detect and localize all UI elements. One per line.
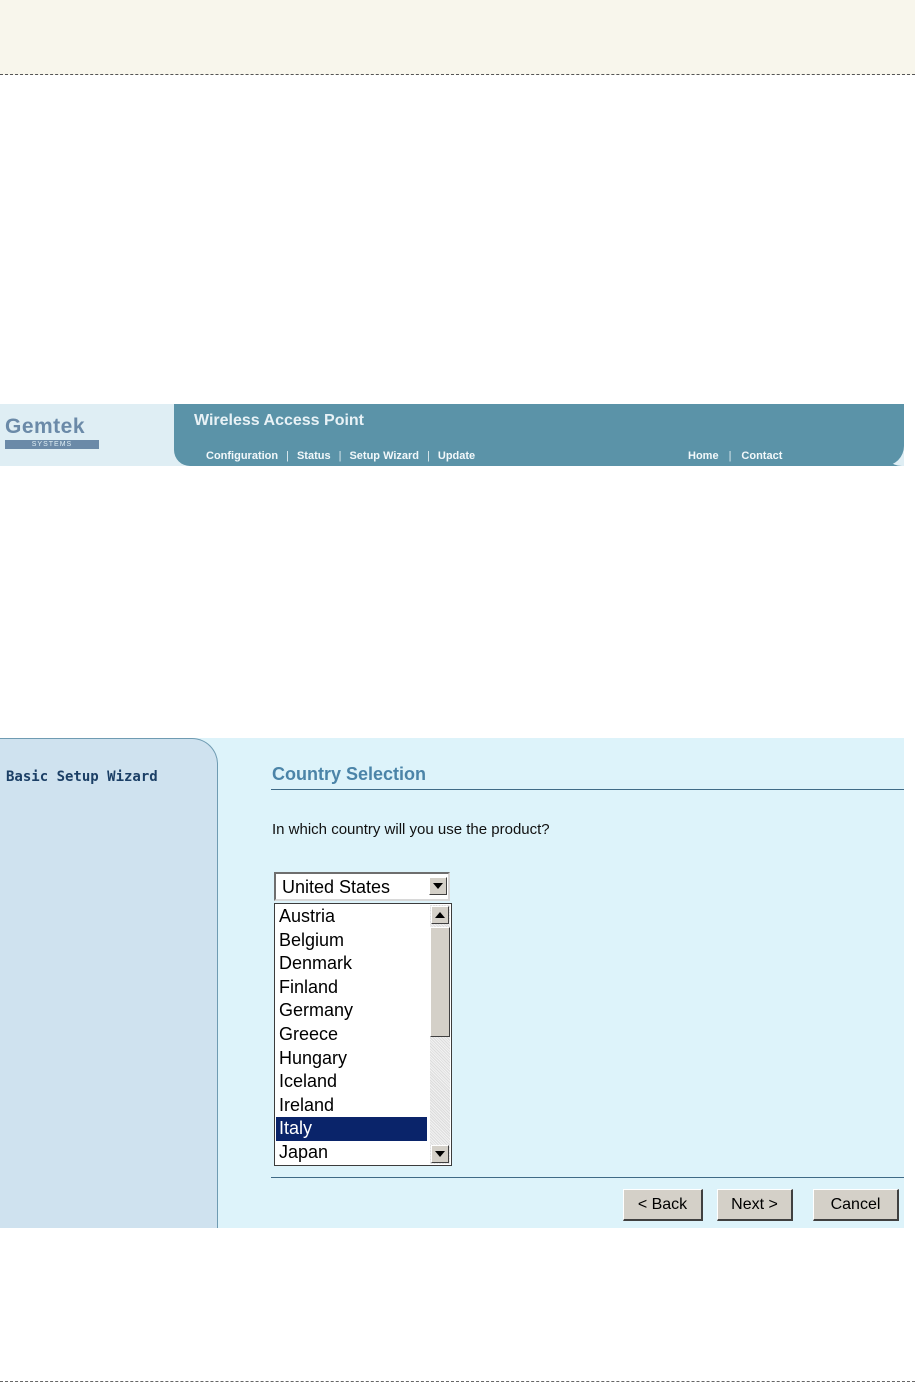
nav-configuration[interactable]: Configuration	[206, 450, 279, 462]
wizard-panel	[0, 738, 904, 1228]
list-item-italy[interactable]: Italy	[276, 1117, 427, 1141]
logo-subtext: SYSTEMS	[5, 440, 99, 449]
nav-update[interactable]: Update	[437, 450, 476, 462]
nav-separator: |	[427, 450, 430, 462]
top-page-band	[0, 0, 915, 75]
scroll-up-icon[interactable]	[431, 906, 449, 924]
list-item-iceland[interactable]: Iceland	[279, 1071, 338, 1092]
secondary-nav	[688, 450, 782, 462]
list-item-ireland[interactable]: Ireland	[279, 1094, 335, 1115]
list-item-belgium[interactable]: Belgium	[279, 929, 345, 950]
company-logo[interactable]	[5, 416, 105, 456]
banner-corner	[882, 404, 904, 466]
header-banner	[0, 404, 904, 466]
back-button[interactable]: < Back	[623, 1189, 703, 1221]
bottom-page-rule	[0, 1381, 915, 1382]
main-nav	[206, 450, 475, 462]
list-item-austria[interactable]: Austria	[279, 906, 336, 926]
footer-divider	[271, 1177, 904, 1178]
logo-text: Gemtek	[5, 415, 86, 438]
country-select[interactable]	[274, 872, 450, 901]
nav-separator: |	[286, 450, 289, 462]
nav-status[interactable]: Status	[296, 450, 331, 462]
list-item-hungary[interactable]: Hungary	[279, 1047, 348, 1068]
nav-contact[interactable]: Contact	[741, 450, 783, 462]
list-item-greece[interactable]: Greece	[279, 1024, 339, 1044]
cancel-button[interactable]: Cancel	[813, 1189, 899, 1221]
country-question: In which country will you use the product?	[272, 821, 550, 838]
app-title: Wireless Access Point	[194, 412, 365, 429]
list-item-germany[interactable]: Germany	[279, 1000, 354, 1021]
scroll-thumb[interactable]	[430, 927, 450, 1037]
list-scrollbar[interactable]	[430, 905, 450, 1164]
header-tab	[174, 404, 904, 466]
nav-separator: |	[338, 450, 342, 462]
title-divider	[271, 789, 904, 790]
nav-home[interactable]: Home	[688, 450, 719, 462]
list-item-japan[interactable]: Japan	[279, 1142, 329, 1162]
sidebar	[0, 738, 218, 1228]
nav-setup-wizard[interactable]: Setup Wizard	[349, 450, 420, 462]
country-select-value: United States	[282, 877, 391, 897]
nav-separator: |	[728, 450, 732, 462]
scroll-down-icon[interactable]	[431, 1145, 449, 1163]
country-list[interactable]	[274, 903, 452, 1166]
dropdown-arrow-icon[interactable]	[429, 877, 447, 895]
page-title: Country Selection	[272, 764, 427, 784]
sidebar-title: Basic Setup Wizard	[6, 769, 158, 785]
list-item-denmark[interactable]: Denmark	[279, 953, 353, 974]
list-item-finland[interactable]: Finland	[279, 976, 339, 997]
next-button[interactable]: Next >	[717, 1189, 793, 1221]
